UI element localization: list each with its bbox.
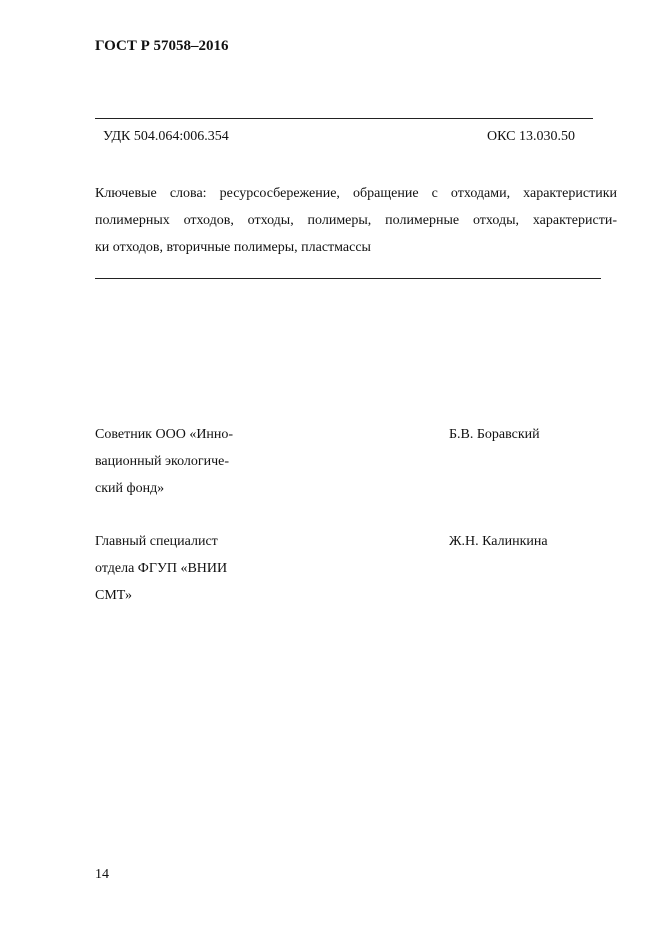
- oks-code: ОКС 13.030.50: [487, 129, 575, 144]
- position-line: вационный экологиче-: [95, 454, 230, 469]
- signatory-name: Б.В. Боравский: [449, 427, 540, 442]
- udk-code: УДК 504.064:006.354: [103, 129, 229, 144]
- position-line: СМТ»: [95, 588, 132, 603]
- keywords-paragraph: [95, 180, 617, 261]
- position-line: ский фонд»: [95, 481, 165, 496]
- signatory-name: Ж.Н. Калинкина: [449, 534, 548, 549]
- signatory-position: [95, 528, 285, 609]
- page-number: 14: [95, 867, 109, 882]
- keywords-line: Ключевые слова: ресурсосбережение, обращение с отходами, характеристики: [95, 186, 617, 201]
- bottom-divider: [95, 278, 601, 279]
- keywords-line: ки отходов, вторичные полимеры, пластмассы: [95, 240, 371, 255]
- signatory-position: [95, 421, 285, 502]
- top-divider: [95, 118, 593, 119]
- keywords-line: полимерных отходов, отходы, полимеры, полимерные отходы, характеристи-: [95, 213, 617, 228]
- document-header: ГОСТ Р 57058–2016: [95, 38, 229, 54]
- position-line: отдела ФГУП «ВНИИ: [95, 561, 228, 576]
- position-line: Главный специалист: [95, 534, 218, 549]
- position-line: Советник ООО «Инно-: [95, 427, 234, 442]
